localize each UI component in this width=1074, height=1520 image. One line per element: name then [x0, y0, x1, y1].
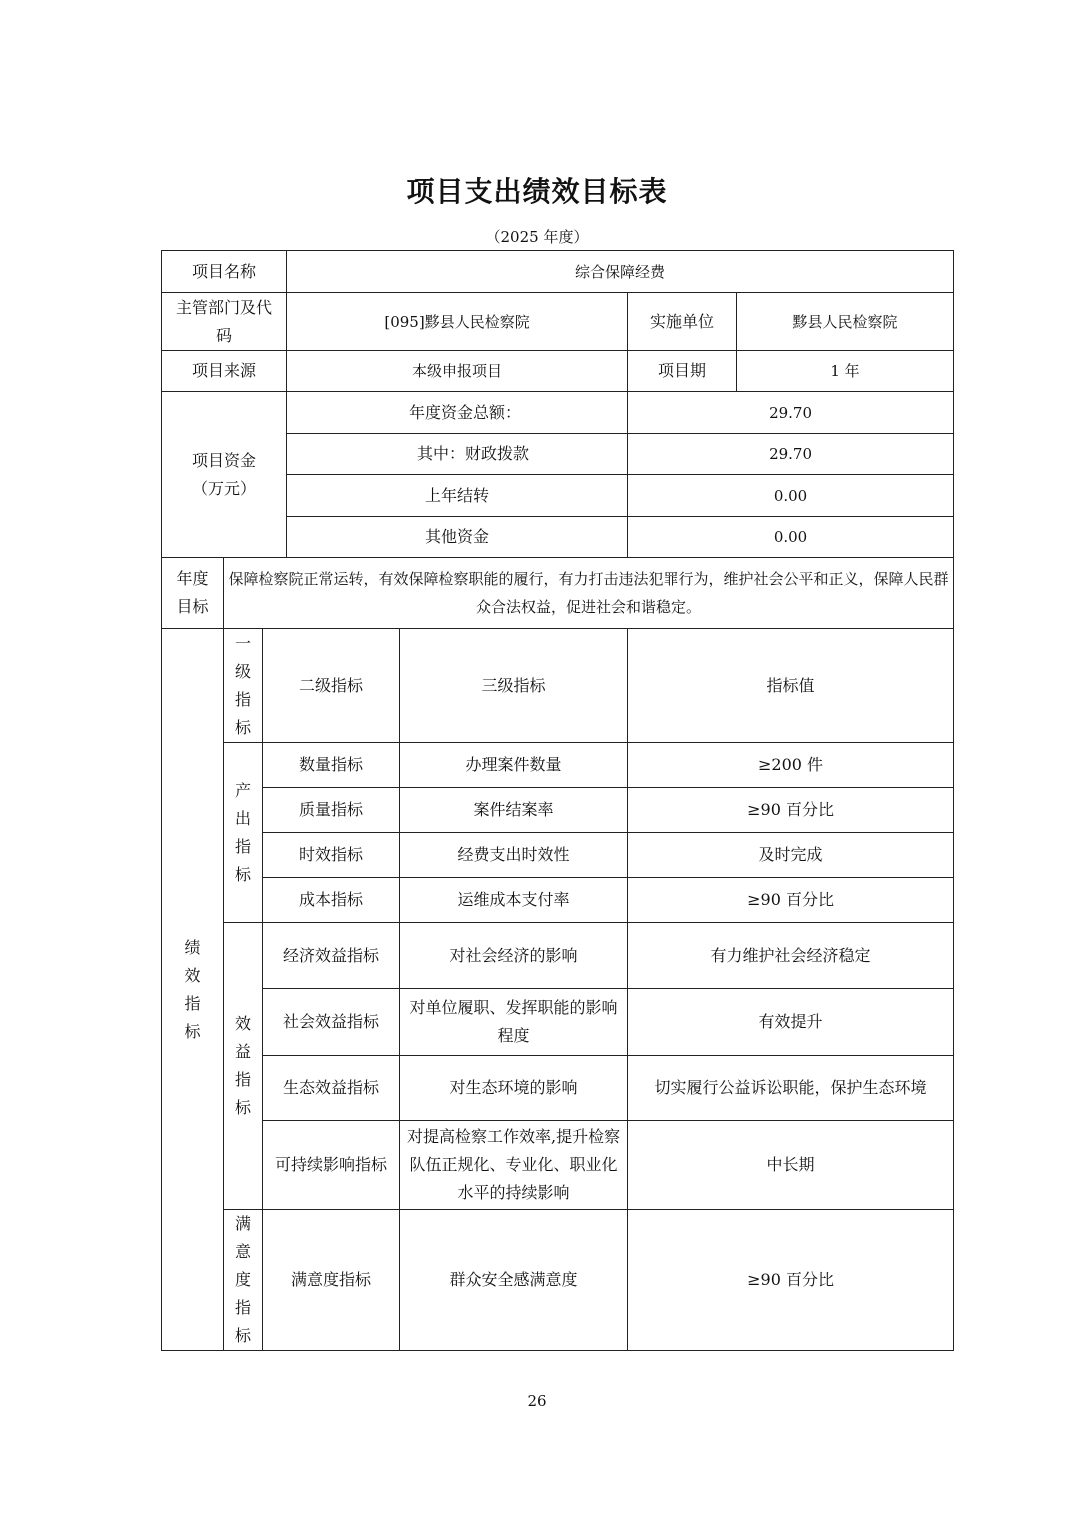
funds-fiscal-value: 29.70	[628, 434, 954, 475]
satisfaction-l2: 满意度指标	[263, 1210, 400, 1351]
satisfaction-value: ≥90 百分比	[628, 1210, 954, 1351]
benefit-l3: 对提高检察工作效率,提升检察队伍正规化、专业化、职业化水平的持续影响	[400, 1121, 628, 1210]
output-l2: 质量指标	[263, 788, 400, 833]
period-label: 项目期	[628, 351, 737, 392]
benefit-value: 有效提升	[628, 989, 954, 1056]
benefit-value: 切实履行公益诉讼职能，保护生态环境	[628, 1056, 954, 1121]
row-annual-goal	[162, 558, 954, 629]
table-row	[162, 1210, 954, 1351]
dept-label: 主管部门及代码	[162, 293, 287, 351]
funds-carryover-label: 上年结转	[287, 475, 628, 517]
source-value: 本级申报项目	[287, 351, 628, 392]
table-row	[162, 1121, 954, 1210]
output-value: ≥90 百分比	[628, 878, 954, 923]
benefit-l3: 对单位履职、发挥职能的影响程度	[400, 989, 628, 1056]
perf-label: 绩效指标	[162, 629, 224, 1351]
funds-other-label: 其他资金	[287, 517, 628, 558]
benefit-value: 中长期	[628, 1121, 954, 1210]
row-indicator-header	[162, 629, 954, 743]
benefit-l3: 对社会经济的影响	[400, 923, 628, 989]
output-l2: 数量指标	[263, 743, 400, 788]
row-source	[162, 351, 954, 392]
project-name-value: 综合保障经费	[287, 251, 954, 293]
row-project-name	[162, 251, 954, 293]
benefit-l2: 社会效益指标	[263, 989, 400, 1056]
group-output-label: 产出指标	[224, 743, 263, 923]
dept-value: [095]黟县人民检察院	[287, 293, 628, 351]
satisfaction-l3: 群众安全感满意度	[400, 1210, 628, 1351]
page-number: 26	[527, 1392, 547, 1410]
year-label: （2025 年度）	[485, 228, 589, 246]
output-value: 及时完成	[628, 833, 954, 878]
funds-label: 项目资金（万元）	[162, 392, 287, 558]
benefit-l2: 可持续影响指标	[263, 1121, 400, 1210]
funds-total-value: 29.70	[628, 392, 954, 434]
output-l2: 成本指标	[263, 878, 400, 923]
header-level3: 三级指标	[400, 629, 628, 743]
output-l3: 案件结案率	[400, 788, 628, 833]
impl-label: 实施单位	[628, 293, 737, 351]
annual-goal-text: 保障检察院正常运转，有效保障检察职能的履行，有力打击违法犯罪行为，维护社会公平和正义，保障人民群众合法权益，促进社会和谐稳定。	[224, 558, 954, 629]
table-row	[162, 743, 954, 788]
table-row	[162, 923, 954, 989]
benefit-value: 有力维护社会经济稳定	[628, 923, 954, 989]
group-benefit-label: 效益指标	[224, 923, 263, 1210]
funds-total-label: 年度资金总额：	[287, 392, 628, 434]
page-title: 项目支出绩效目标表	[406, 175, 668, 208]
row-department	[162, 293, 954, 351]
group-satisfaction-label: 满意度指标	[224, 1210, 263, 1351]
performance-target-table	[161, 250, 954, 1351]
output-l3: 经费支出时效性	[400, 833, 628, 878]
output-value: ≥90 百分比	[628, 788, 954, 833]
output-l3: 办理案件数量	[400, 743, 628, 788]
table-row	[162, 989, 954, 1056]
annual-goal-label: 年度目标	[162, 558, 224, 629]
header-value: 指标值	[628, 629, 954, 743]
table-row	[162, 878, 954, 923]
benefit-l2: 经济效益指标	[263, 923, 400, 989]
table-row	[162, 788, 954, 833]
table-row	[162, 833, 954, 878]
header-level1: 一级指标	[224, 629, 263, 743]
funds-carryover-value: 0.00	[628, 475, 954, 517]
output-value: ≥200 件	[628, 743, 954, 788]
funds-fiscal-label: 其中：财政拨款	[287, 434, 628, 475]
table-row	[162, 1056, 954, 1121]
source-label: 项目来源	[162, 351, 287, 392]
output-l3: 运维成本支付率	[400, 878, 628, 923]
row-funds-total	[162, 392, 954, 434]
project-name-label: 项目名称	[162, 251, 287, 293]
period-value: 1 年	[737, 351, 954, 392]
output-l2: 时效指标	[263, 833, 400, 878]
header-level2: 二级指标	[263, 629, 400, 743]
benefit-l3: 对生态环境的影响	[400, 1056, 628, 1121]
benefit-l2: 生态效益指标	[263, 1056, 400, 1121]
impl-value: 黟县人民检察院	[737, 293, 954, 351]
funds-other-value: 0.00	[628, 517, 954, 558]
